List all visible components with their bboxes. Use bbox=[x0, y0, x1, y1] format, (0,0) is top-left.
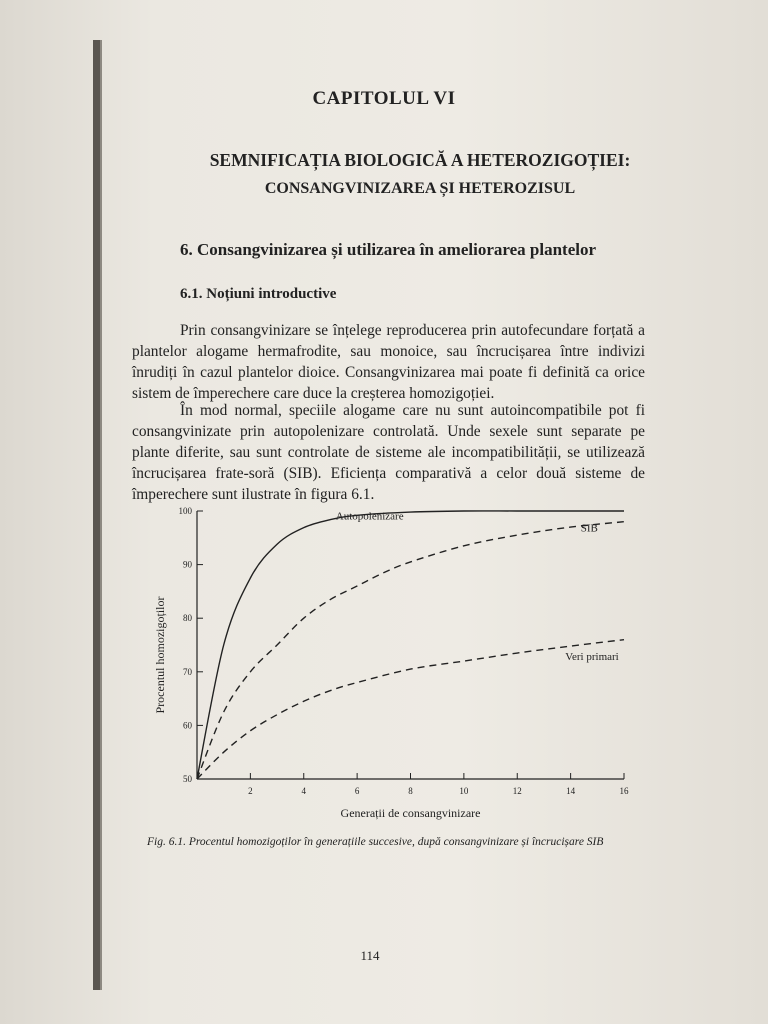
chapter-title: CAPITOLUL VI bbox=[312, 88, 456, 109]
x-tick-label: 14 bbox=[566, 786, 576, 796]
x-tick-label: 16 bbox=[619, 786, 629, 796]
x-tick-label: 4 bbox=[301, 786, 306, 796]
y-tick-label: 100 bbox=[178, 506, 192, 516]
x-tick-label: 2 bbox=[248, 786, 253, 796]
series-label-2: Veri primari bbox=[565, 651, 619, 664]
x-axis-label: Generații de consangvinizare bbox=[340, 806, 481, 820]
subsection-heading: 6.1. Noțiuni introductive bbox=[180, 286, 337, 302]
figure-6-1 bbox=[150, 502, 640, 832]
section-heading: 6. Consangvinizarea și utilizarea în ameliorarea plantelor bbox=[180, 240, 597, 259]
chart-ticks bbox=[179, 506, 630, 796]
y-tick-label: 80 bbox=[183, 613, 192, 624]
series-label-1: SIB bbox=[580, 522, 598, 535]
y-tick-label: 50 bbox=[183, 774, 192, 784]
chart-labels bbox=[153, 511, 619, 820]
figure-caption: Fig. 6.1. Procentul homozigoților în generațiile succesive, după consangvinizare și încrucișare SIB bbox=[147, 836, 604, 848]
paragraph-2: În mod normal, speciile alogame care nu sunt autoincompatibile pot fi consangvinizate prin autopolenizare controlată. Unde sexele sunt separate pe plante diferite, sau sunt controlate de sisteme ale incompatibilității, se utilizează încrucișarea frate-soră (SIB). Eficiența comparativă a celor două sisteme de împerechere sunt ilustrate în figura 6.1. bbox=[132, 402, 645, 503]
x-tick-label: 10 bbox=[459, 786, 469, 796]
x-tick-label: 8 bbox=[408, 786, 413, 796]
y-tick-label: 60 bbox=[183, 720, 192, 731]
y-axis-label: Procentul homozigoților bbox=[153, 596, 167, 714]
x-tick-label: 6 bbox=[354, 786, 360, 796]
chapter-heading-line2: CONSANGVINIZAREA ȘI HETEROZISUL bbox=[264, 180, 576, 197]
page-number: 114 bbox=[360, 948, 380, 963]
paragraph-1: Prin consangvinizare se înțelege reproducerea prin autofecundare forțată a plantelor alogame hermafrodite, sau monoice, sau încrucișarea între indivizi înrudiți în cazul plantelor dioice. Consangvinizarea mai poate fi definită ca orice sistem de împerechere care duce la creșterea homozigoției. bbox=[132, 322, 645, 402]
series-label-0: Autopolenizare bbox=[335, 510, 404, 523]
chart-lines bbox=[197, 511, 624, 779]
y-tick-label: 70 bbox=[183, 666, 192, 677]
chart-axes bbox=[197, 511, 624, 779]
series-line-0 bbox=[197, 511, 624, 779]
homozygosity-chart bbox=[150, 502, 640, 832]
y-tick-label: 90 bbox=[183, 559, 192, 570]
chapter-heading-line1: SEMNIFICAȚIA BIOLOGICĂ A HETEROZIGOȚIEI: bbox=[209, 150, 631, 170]
x-tick-label: 12 bbox=[512, 786, 522, 796]
